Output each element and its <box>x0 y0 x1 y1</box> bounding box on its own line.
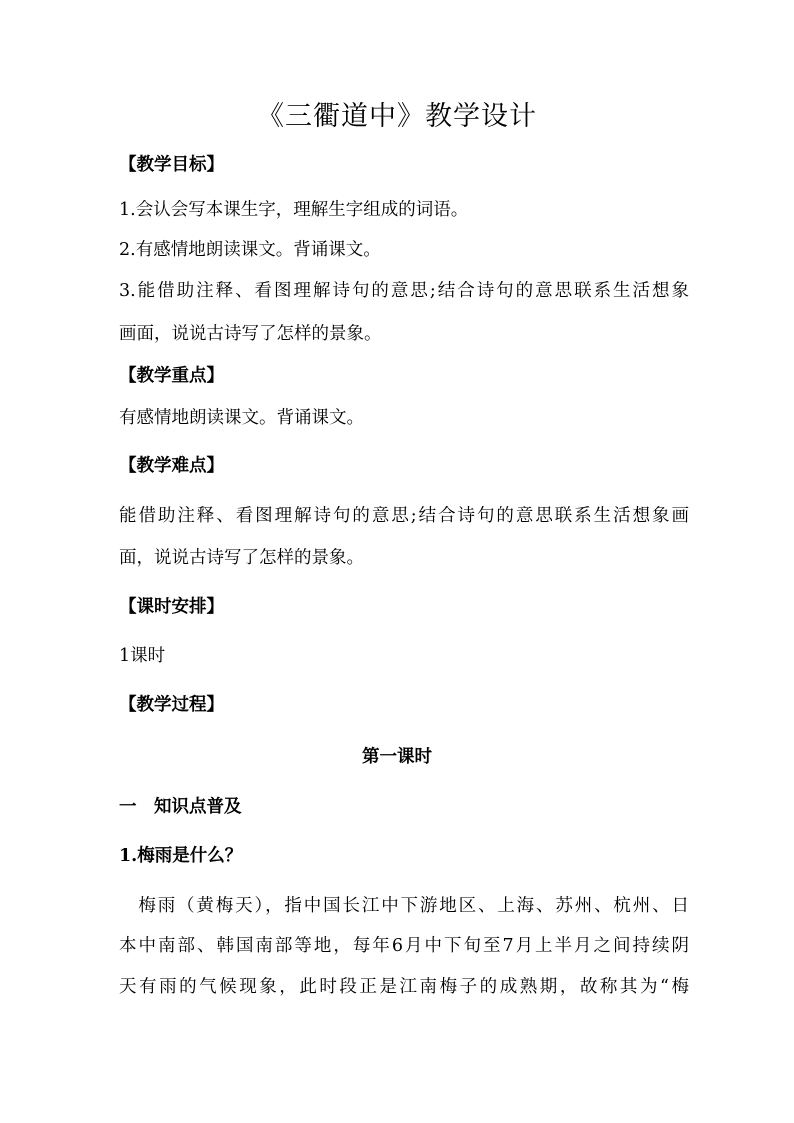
document-title: 《三衢道中》教学设计 <box>257 101 537 132</box>
difficulties-heading: 【教学难点】 <box>119 456 224 476</box>
paragraph-line-3: 天有雨的气候现象，此时段正是江南梅子的成熟期，故称其为“梅 <box>119 977 689 997</box>
key-points-heading: 【教学重点】 <box>119 366 224 386</box>
objective-item-2: 2.有感情地朗读课文。背诵课文。 <box>119 240 381 260</box>
objective-item-3: 3.能借助注释、看图理解诗句的意思;结合诗句的意思联系生活想象 <box>119 281 689 301</box>
schedule-heading: 【课时安排】 <box>119 597 224 617</box>
paragraph-line-1: 梅雨（黄梅天），指中国长江中下游地区、上海、苏州、杭州、日 <box>119 896 689 916</box>
objective-item-3-continued: 画面，说说古诗写了怎样的景象。 <box>119 324 382 344</box>
schedule-text: 1课时 <box>119 646 166 666</box>
objective-item-1: 1.会认会写本课生字，理解生字组成的词语。 <box>119 200 469 220</box>
key-points-text: 有感情地朗读课文。背诵课文。 <box>119 408 364 428</box>
lesson-title: 第一课时 <box>362 747 432 767</box>
difficulties-line-1: 能借助注释、看图理解诗句的意思;结合诗句的意思联系生活想象画 <box>119 506 689 526</box>
objectives-heading: 【教学目标】 <box>119 155 224 175</box>
difficulties-line-2: 面，说说古诗写了怎样的景象。 <box>119 548 364 568</box>
paragraph-line-2: 本中南部、韩国南部等地，每年6月中下旬至7月上半月之间持续阴 <box>119 936 689 956</box>
question-heading: 1.梅雨是什么？ <box>119 846 243 866</box>
process-heading: 【教学过程】 <box>119 695 224 715</box>
section-heading: 一 知识点普及 <box>119 797 242 817</box>
